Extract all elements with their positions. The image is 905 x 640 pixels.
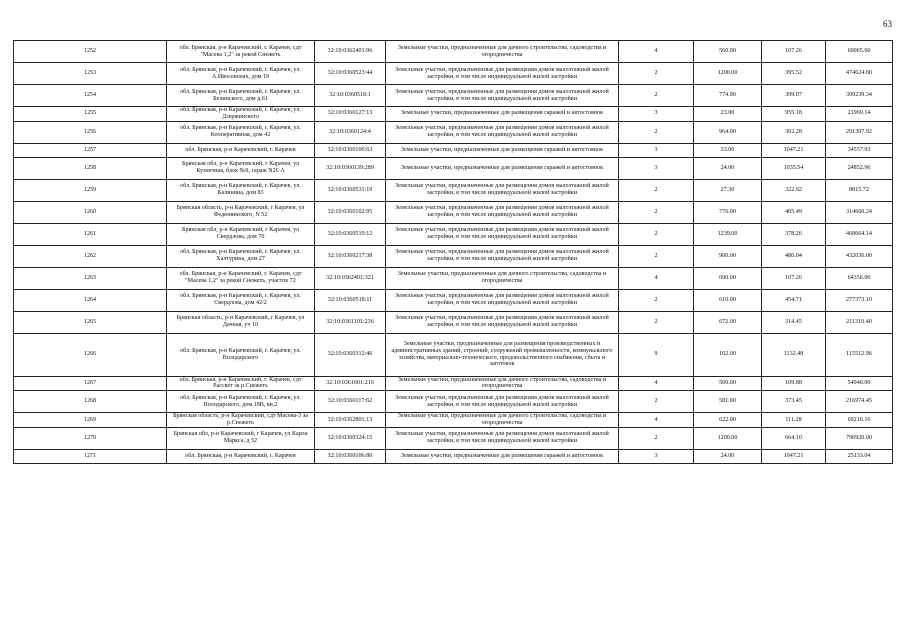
table-row	[14, 413, 893, 428]
table-row	[14, 157, 893, 179]
cadastral-number-cell: 32:10:0362401:321	[315, 267, 386, 289]
cadastral-value-cell: 291397.92	[826, 121, 893, 143]
row-number: 1261	[14, 223, 167, 245]
row-number: 1253	[14, 63, 167, 85]
land-purpose-cell: Земельные участки, предназначенные для размещения домов малоэтажной жилой застройки, в том числе индивидуальной жилой застройки	[386, 245, 619, 267]
table-row	[14, 427, 893, 449]
area-cell: 102.00	[694, 333, 762, 376]
page-number: 63	[883, 19, 892, 29]
price-per-unit-cell: 378.26	[762, 223, 826, 245]
address-cell: Брянская обл, р-н Карачевский, г Карачев, ул Карла Маркса, д 52	[167, 427, 315, 449]
address-cell: обл. Брянская, р-н Карачевский, г. Карачев, сдт "Масева 1,2" за рекой Снежеть, участок 72	[167, 267, 315, 289]
price-per-unit-cell: 405.49	[762, 201, 826, 223]
address-cell: обл. Брянская, р-н Карачевский, г. Карачев, ул. Володарского	[167, 333, 315, 376]
group-number-cell: 2	[619, 85, 694, 107]
group-number-cell: 3	[619, 449, 694, 463]
cadastral-value-cell: 314660.24	[826, 201, 893, 223]
table-row	[14, 449, 893, 463]
table-row	[14, 391, 893, 413]
cadastral-number-cell: 32:10:0360127:13	[315, 107, 386, 122]
group-number-cell: 2	[619, 245, 694, 267]
cadastral-value-cell: 216974.45	[826, 391, 893, 413]
group-number-cell: 2	[619, 179, 694, 201]
row-number: 1265	[14, 311, 167, 333]
price-per-unit-cell: 1132.48	[762, 333, 826, 376]
area-cell: 24.00	[694, 449, 762, 463]
row-number: 1256	[14, 121, 167, 143]
table-row	[14, 179, 893, 201]
row-number: 1259	[14, 179, 167, 201]
group-number-cell: 3	[619, 107, 694, 122]
row-number: 1257	[14, 143, 167, 157]
table-row	[14, 41, 893, 63]
address-cell: обл. Брянская, р-н Карачевский, г. Карачев	[167, 143, 315, 157]
address-cell: обл. Брянская, р-н Карачевский, г. Карачев, сдт "Масева 1,2" за рекой Снежеть	[167, 41, 315, 63]
land-purpose-cell: Земельные участки, предназначенные для размещения домов малоэтажной жилой застройки, в том числе индивидуальной жилой застройки	[386, 311, 619, 333]
area-cell: 622.00	[694, 413, 762, 428]
cadastral-value-cell: 8815.72	[826, 179, 893, 201]
table-row	[14, 376, 893, 391]
cadastral-number-cell: 32:10:0360117:62	[315, 391, 386, 413]
table-row	[14, 267, 893, 289]
land-purpose-cell: Земельные участки, предназначенные для размещения гаражей и автостоянок	[386, 449, 619, 463]
row-number: 1258	[14, 157, 167, 179]
row-number: 1264	[14, 289, 167, 311]
group-number-cell: 2	[619, 63, 694, 85]
land-purpose-cell: Земельные участки, предназначенные для размещения домов малоэтажной жилой застройки, в том числе индивидуальной жилой застройки	[386, 223, 619, 245]
cadastral-number-cell: 32:10:0362401:96	[315, 41, 386, 63]
cadastral-value-cell: 432036.00	[826, 245, 893, 267]
cadastral-value-cell: 69216.16	[826, 413, 893, 428]
table-row	[14, 223, 893, 245]
price-per-unit-cell: 322.92	[762, 179, 826, 201]
land-purpose-cell: Земельные участки, предназначенные для размещения домов малоэтажной жилой застройки, в том числе индивидуальной жилой застройки	[386, 391, 619, 413]
cadastral-value-cell: 309239.34	[826, 85, 893, 107]
table-body	[14, 41, 893, 464]
cadastral-number-cell: 32:10:0361601:216	[315, 376, 386, 391]
cadastral-number-cell: 32:10:0360106:80	[315, 449, 386, 463]
land-purpose-cell: Земельные участки, предназначенные для дачного строительства, садоводства и огородничества	[386, 413, 619, 428]
area-cell: 27.30	[694, 179, 762, 201]
price-per-unit-cell: 399.07	[762, 85, 826, 107]
address-cell: Брянская обл, р-н Карачевский, г Карачев, ул Свердлова, дом 70	[167, 223, 315, 245]
address-cell: обл. Брянская, р-н Карачевский, г. Карачев, ул. Калинина, дом 83	[167, 179, 315, 201]
cadastral-number-cell: 32:10:0360106:63	[315, 143, 386, 157]
price-per-unit-cell: 480.04	[762, 245, 826, 267]
address-cell: обл. Брянская, р-н Карачевский, г. Карачев, ул. Кооперативная, дом 42	[167, 121, 315, 143]
price-per-unit-cell: 107.26	[762, 267, 826, 289]
group-number-cell: 9	[619, 333, 694, 376]
cadastral-value-cell: 60065.60	[826, 41, 893, 63]
area-cell: 24.00	[694, 157, 762, 179]
address-cell: обл. Брянская, р-н Карачевский, г. Карачев, ул. Халтурина, дом 27	[167, 245, 315, 267]
cadastral-value-cell: 474624.00	[826, 63, 893, 85]
cadastral-number-cell: 32:10:0360519:12	[315, 223, 386, 245]
area-cell: 33.00	[694, 143, 762, 157]
row-number: 1262	[14, 245, 167, 267]
area-cell: 964.00	[694, 121, 762, 143]
address-cell: обл. Брянская, р-н Карачевский, г. Карачев, ул. Белинского, дом д.61	[167, 85, 315, 107]
cadastral-number-cell: 32:10:0360217:38	[315, 245, 386, 267]
land-purpose-cell: Земельные участки, предназначенные для размещения гаражей и автостоянок	[386, 143, 619, 157]
group-number-cell: 2	[619, 391, 694, 413]
table-row	[14, 333, 893, 376]
group-number-cell: 3	[619, 143, 694, 157]
land-purpose-cell: Земельные участки, предназначенные для размещения домов малоэтажной жилой застройки, в том числе индивидуальной жилой застройки	[386, 85, 619, 107]
cadastral-number-cell: 32:10:0362801:13	[315, 413, 386, 428]
cadastral-number-cell: 32:10:0360324:15	[315, 427, 386, 449]
price-per-unit-cell: 664.10	[762, 427, 826, 449]
table-row	[14, 107, 893, 122]
row-number: 1266	[14, 333, 167, 376]
row-number: 1267	[14, 376, 167, 391]
group-number-cell: 4	[619, 41, 694, 63]
row-number: 1263	[14, 267, 167, 289]
cadastral-number-cell: 32:10:0360531:19	[315, 179, 386, 201]
cadastral-number-cell: 32:10:0360124:4	[315, 121, 386, 143]
address-cell: Брянская обл, р-н Карачевский, г Карачев, ул Кузнечная, блок №9, гараж N26 А	[167, 157, 315, 179]
group-number-cell: 2	[619, 121, 694, 143]
cadastral-value-cell: 211310.40	[826, 311, 893, 333]
table-row	[14, 143, 893, 157]
land-purpose-cell: Земельные участки, предназначенные для размещения гаражей и автостоянок	[386, 107, 619, 122]
row-number: 1269	[14, 413, 167, 428]
group-number-cell: 4	[619, 413, 694, 428]
price-per-unit-cell: 107.26	[762, 41, 826, 63]
cadastral-number-cell: 32:10:0360139:289	[315, 157, 386, 179]
group-number-cell: 2	[619, 201, 694, 223]
row-number: 1271	[14, 449, 167, 463]
address-cell: Брянская область, р-н Карачевский, г Карачев, ул Дачная, уч 10	[167, 311, 315, 333]
cadastral-value-cell: 34557.93	[826, 143, 893, 157]
area-cell: 1200.00	[694, 427, 762, 449]
cadastral-value-cell: 24852.96	[826, 157, 893, 179]
address-cell: обл. Брянская, р-н Карачевский, г. Карачев, ул. Свердлова, дом 42/2	[167, 289, 315, 311]
area-cell: 500.00	[694, 376, 762, 391]
table-row	[14, 85, 893, 107]
group-number-cell: 4	[619, 267, 694, 289]
area-cell: 1239.00	[694, 223, 762, 245]
cadastral-value-cell: 54940.00	[826, 376, 893, 391]
area-cell: 560.00	[694, 41, 762, 63]
group-number-cell: 2	[619, 223, 694, 245]
cadastral-value-cell: 21969.14	[826, 107, 893, 122]
address-cell: обл. Брянская, р-н Карачевский, г. Карачев	[167, 449, 315, 463]
row-number: 1254	[14, 85, 167, 107]
cadastral-number-cell: 32:10:0360523:44	[315, 63, 386, 85]
land-purpose-cell: Земельные участки, предназначенные для дачного строительства, садоводства и огородничества	[386, 376, 619, 391]
price-per-unit-cell: 302.28	[762, 121, 826, 143]
price-per-unit-cell: 109.88	[762, 376, 826, 391]
price-per-unit-cell: 955.18	[762, 107, 826, 122]
row-number: 1252	[14, 41, 167, 63]
price-per-unit-cell: 373.45	[762, 391, 826, 413]
row-number: 1268	[14, 391, 167, 413]
row-number: 1270	[14, 427, 167, 449]
land-purpose-cell: Земельные участки, предназначенные для размещения домов малоэтажной жилой застройки, в том числе индивидуальной жилой застройки	[386, 121, 619, 143]
price-per-unit-cell: 454.71	[762, 289, 826, 311]
land-purpose-cell: Земельные участки, предназначенные для дачного строительства, садоводства и огородничества	[386, 41, 619, 63]
group-number-cell: 2	[619, 311, 694, 333]
area-cell: 1200.00	[694, 63, 762, 85]
land-purpose-cell: Земельные участки, предназначенные для размещения домов малоэтажной жилой застройки, в том числе индивидуальной жилой застройки	[386, 427, 619, 449]
cadastral-value-cell: 277373.10	[826, 289, 893, 311]
address-cell: обл. Брянская, р-н Карачевский, г. Карачев, ул. А.Ивосевских, дом 19	[167, 63, 315, 85]
land-registry-table	[13, 40, 893, 464]
group-number-cell: 2	[619, 289, 694, 311]
group-number-cell: 4	[619, 376, 694, 391]
area-cell: 672.00	[694, 311, 762, 333]
land-purpose-cell: Земельные участки, предназначенные для размещения производственных и административных зданий, строений, сооружений промышленности, коммунального хозяйства, материально-технического, продовольственного снабжения, сбыта и заготовок	[386, 333, 619, 376]
cadastral-number-cell: 32:10:0360518:11	[315, 289, 386, 311]
address-cell: Брянская область, р-н Карачевский, сдт Масева-3 за р.Снежеть	[167, 413, 315, 428]
price-per-unit-cell: 1047.21	[762, 143, 826, 157]
land-purpose-cell: Земельные участки, предназначенные для размещения гаражей и автостоянок	[386, 157, 619, 179]
price-per-unit-cell: 1035.54	[762, 157, 826, 179]
cadastral-value-cell: 796920.00	[826, 427, 893, 449]
row-number: 1255	[14, 107, 167, 122]
land-purpose-cell: Земельные участки, предназначенные для дачного строительства, садоводства и огородничества	[386, 267, 619, 289]
table-row	[14, 311, 893, 333]
cadastral-number-cell: 32:10:0360518:1	[315, 85, 386, 107]
address-cell: обл. Брянская, р-н Карачевский, г. Карачев, ул. Дзержинского	[167, 107, 315, 122]
cadastral-value-cell: 64356.00	[826, 267, 893, 289]
table-row	[14, 245, 893, 267]
price-per-unit-cell: 314.45	[762, 311, 826, 333]
address-cell: обл. Брянская, р-н Карачевский, г. Карачев, ул. Володарского, дом 18В, кв.2	[167, 391, 315, 413]
price-per-unit-cell: 111.28	[762, 413, 826, 428]
cadastral-value-cell: 25133.04	[826, 449, 893, 463]
cadastral-value-cell: 468664.14	[826, 223, 893, 245]
land-purpose-cell: Земельные участки, предназначенные для размещения домов малоэтажной жилой застройки, в том числе индивидуальной жилой застройки	[386, 201, 619, 223]
price-per-unit-cell: 395.52	[762, 63, 826, 85]
area-cell: 776.00	[694, 201, 762, 223]
price-per-unit-cell: 1047.21	[762, 449, 826, 463]
area-cell: 23.00	[694, 107, 762, 122]
land-purpose-cell: Земельные участки, предназначенные для размещения домов малоэтажной жилой застройки, в том числе индивидуальной жилой застройки	[386, 63, 619, 85]
cadastral-number-cell: 32:10:0361101:236	[315, 311, 386, 333]
table-row	[14, 289, 893, 311]
group-number-cell: 2	[619, 427, 694, 449]
area-cell: 581.00	[694, 391, 762, 413]
table-row	[14, 121, 893, 143]
area-cell: 610.00	[694, 289, 762, 311]
area-cell: 774.90	[694, 85, 762, 107]
land-purpose-cell: Земельные участки, предназначенные для размещения домов малоэтажной жилой застройки, в том числе индивидуальной жилой застройки	[386, 289, 619, 311]
table-row	[14, 63, 893, 85]
cadastral-value-cell: 115512.96	[826, 333, 893, 376]
group-number-cell: 3	[619, 157, 694, 179]
table-row	[14, 201, 893, 223]
land-purpose-cell: Земельные участки, предназначенные для размещения домов малоэтажной жилой застройки, в том числе индивидуальной жилой застройки	[386, 179, 619, 201]
cadastral-number-cell: 32:10:0360312:46	[315, 333, 386, 376]
row-number: 1260	[14, 201, 167, 223]
area-cell: 600.00	[694, 267, 762, 289]
area-cell: 900.00	[694, 245, 762, 267]
cadastral-number-cell: 32:10:0360102:95	[315, 201, 386, 223]
address-cell: обл. Брянская, р-н Карачевский, г. Карачев, сдт Рассвет за р.Снежеть	[167, 376, 315, 391]
address-cell: Брянская область, р-н Карачевский, г Карачев, ул Федюнинского, N 52	[167, 201, 315, 223]
